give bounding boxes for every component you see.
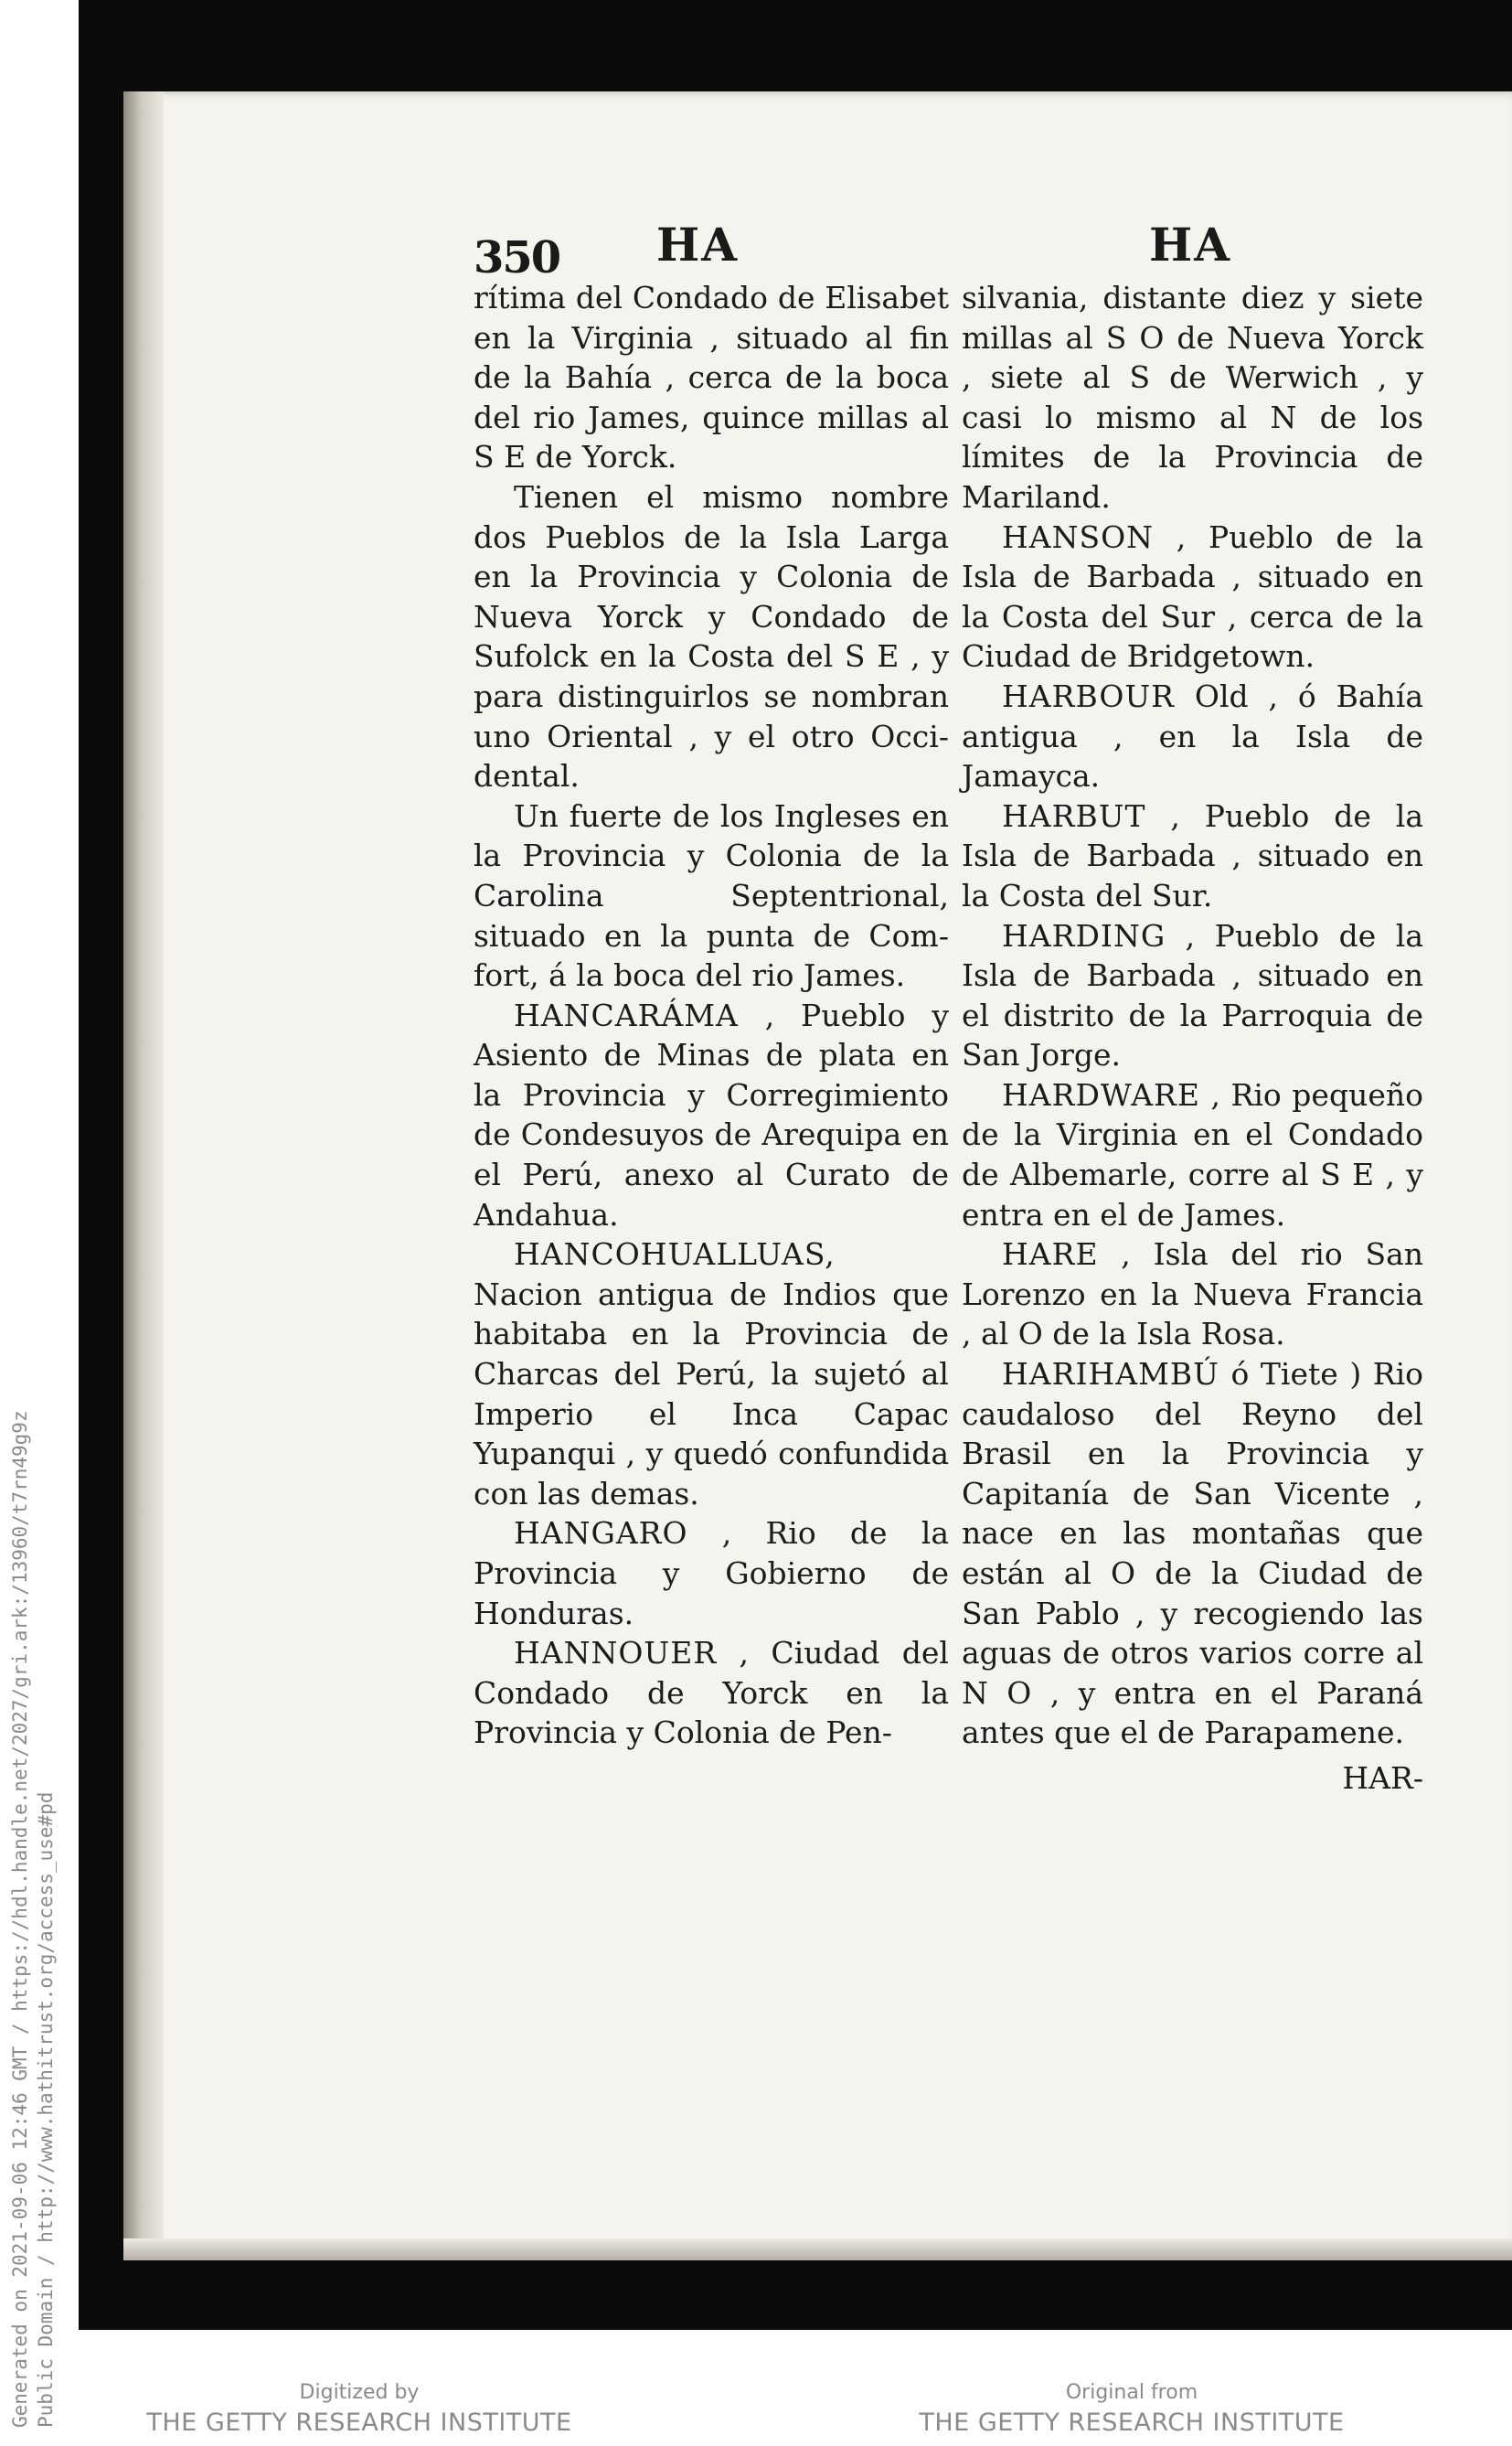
entry-text: , Rio de la Provincia y Gobierno de Honduras. xyxy=(474,1515,949,1631)
entry-text: rítima del Condado de Elisabet en la Virginia , situado al fin de la Bahía , cerca de la boca del rio James, quince millas al S E de Yorck. xyxy=(474,280,949,475)
dictionary-entry xyxy=(962,1234,1423,1354)
left-column xyxy=(474,218,949,1753)
entry-text: , Pueblo y Asiento de Minas de plata en la Provincia y Corregimiento de Condesuyos de Arequipa en el Perú, anexo al Curato de Andahua. xyxy=(474,997,949,1233)
entry-headword: HANCARÁMA xyxy=(514,997,739,1033)
entry-text: Old , ó Bahía antigua , en la Isla de Jamayca. xyxy=(962,678,1423,795)
stamp-line-generated: Generated on 2021-09-06 12:46 GMT / https://hdl.handle.net/2027/gri.ark:/13960/t7rn49g9z xyxy=(9,1410,31,2428)
footer-digitized-by xyxy=(131,2379,588,2440)
footer-original-label: Original from xyxy=(1065,2381,1198,2404)
dictionary-entry xyxy=(474,996,949,1235)
right-header-row xyxy=(962,218,1423,278)
dictionary-entry xyxy=(474,796,949,996)
left-running-head: HA xyxy=(656,218,740,272)
entry-text: , Isla del rio San Lorenzo en la Nueva Francia , al O de la Isla Rosa. xyxy=(962,1236,1423,1352)
hathitrust-stamp xyxy=(0,1166,79,2446)
left-entries xyxy=(474,278,949,1753)
page-bottom-edge xyxy=(123,2238,1512,2260)
entry-headword: HANNOUER xyxy=(514,1635,718,1672)
entry-text: , Ciudad del Condado de Yorck en la Provincia y Colonia de Pen- xyxy=(474,1635,949,1751)
dictionary-entry xyxy=(962,916,1423,1075)
dictionary-entry xyxy=(474,477,949,796)
entry-text: , Pueblo de la Isla de Barbada , situado en la Costa del Sur , cerca de la Ciudad de Bridgetown. xyxy=(962,518,1423,675)
dictionary-entry xyxy=(962,1354,1423,1753)
dictionary-entry xyxy=(962,1075,1423,1234)
entry-text: silvania, distante diez y siete millas al S O de Nueva Yorck , siete al S de Werwich , y casi lo mismo al N de los límites de la Provincia de Mariland. xyxy=(962,280,1423,515)
page-number: 350 xyxy=(474,232,560,283)
right-column xyxy=(962,218,1423,1799)
dictionary-entry xyxy=(962,518,1423,677)
entry-text: , Pueblo de la Isla de Barbada , situado en la Costa del Sur. xyxy=(962,797,1423,913)
entry-text: Nacion antigua de Indios que habitaba en la Provincia de Charcas del Perú, la sujetó al Imperio el Inca Capac Yupanqui , y quedó confundida con las demas. xyxy=(474,1276,949,1511)
catchword: HAR- xyxy=(1342,1759,1423,1796)
entry-text: , Pueblo de la Isla de Barbada , situado en el distrito de la Parroquia de San Jorge. xyxy=(962,917,1423,1073)
footer-digitized-institution: THE GETTY RESEARCH INSTITUTE xyxy=(146,2409,572,2437)
entry-headword: HARBOUR xyxy=(1002,678,1176,714)
entry-text: Un fuerte de los Ingleses en la Provincia y Colonia de la Carolina Septentrional, situado en la punta de Comfort, á la boca del rio James. xyxy=(474,797,949,994)
dictionary-entry xyxy=(962,796,1423,916)
entry-headword: HANCOHUALLUAS, xyxy=(514,1236,836,1273)
entry-headword: HARDWARE xyxy=(1002,1076,1200,1113)
entry-headword: HARDING xyxy=(1002,917,1166,954)
entry-headword: HANSON xyxy=(1002,518,1155,555)
dictionary-entry xyxy=(962,278,1423,518)
footer-original-from xyxy=(903,2379,1360,2440)
entry-text: ó Tiete ) Rio caudaloso del Reyno del Brasil en la Provincia y Capitanía de San Vicente , nace en las montañas que están al O de la Ciudad de San Pablo , y recogiendo las aguas de otros varios corre al N O , y entra en el Paraná antes que el de Parapamene. xyxy=(962,1356,1423,1751)
dictionary-entry xyxy=(474,1234,949,1513)
stamp-line-license: Public Domain / http://www.hathitrust.org/access_use#pd xyxy=(35,1791,57,2428)
footer-digitized-label: Digitized by xyxy=(299,2381,420,2404)
entry-text: Tienen el mismo nombre dos Pueblos de la Isla Larga en la Provincia y Colonia de Nueva Yorck y Condado de Sufolck en la Costa del S E , y para distinguirlos se nombran uno Oriental , y el otro Occidental. xyxy=(474,478,949,795)
right-entries xyxy=(962,278,1423,1753)
dictionary-entry xyxy=(474,1633,949,1753)
entry-text: , Rio pequeño de la Virginia en el Condado de Albemarle, corre al S E , y entra en el de James. xyxy=(962,1076,1423,1233)
dictionary-entry xyxy=(474,1513,949,1633)
page-gutter-edge xyxy=(123,91,164,2260)
entry-headword: HANGARO xyxy=(514,1515,688,1552)
entry-headword: HARIHAMBÚ xyxy=(1002,1356,1219,1393)
right-running-head: HA xyxy=(1149,218,1232,272)
entry-headword: HARE xyxy=(1002,1236,1099,1273)
dictionary-entry xyxy=(962,677,1423,796)
dictionary-entry xyxy=(474,278,949,477)
footer-original-institution: THE GETTY RESEARCH INSTITUTE xyxy=(919,2409,1345,2437)
entry-headword: HARBUT xyxy=(1002,797,1146,834)
left-header-row xyxy=(474,218,949,283)
